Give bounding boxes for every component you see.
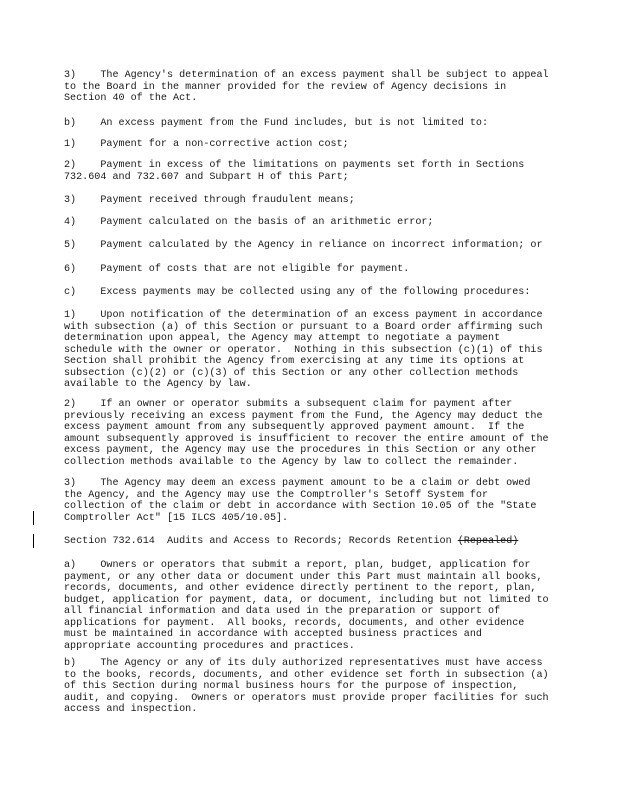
paragraph-b: b) An excess payment from the Fund includes, but is not limited to: — [64, 118, 489, 129]
paragraph-c: c) Excess payments may be collected using any of the following procedures: — [64, 287, 531, 298]
section-heading-struck: (Repealed) — [457, 536, 519, 547]
change-bar — [33, 511, 34, 525]
paragraph-b4: 4) Payment calculated on the basis of an arithmetic error; — [64, 217, 434, 228]
paragraph-c2: 2) If an owner or operator submits a subsequent claim for payment after previously receiving an excess payment from the Fund, the Agency may deduct the excess payment amount from any subsequently approved payment amount. If the amount subsequently approved is insufficient to recover the entire amount of the excess payment, the Agency may use the procedures in this Section or any other collection methods available to the Agency by law to collect the remainder. — [64, 399, 549, 468]
paragraph-732-614-b: b) The Agency or any of its duly authorized representatives must have access to the books, records, documents, and other evidence set forth in subsection (a) of this Section during normal business hours for the purpose of inspection, audit, and copying. Owners or operators must provide proper facilities for such access and inspection. — [64, 658, 549, 715]
section-heading — [64, 536, 558, 548]
paragraph-b5: 5) Payment calculated by the Agency in reliance on incorrect information; or — [64, 240, 543, 251]
paragraph-c3: 3) The Agency may deem an excess payment amount to be a claim or debt owed the Agency, and the Agency may use the Comptroller's Setoff System for collection of the claim or debt in accordance with Section 10.05 of the "State Comptroller Act" [15 ILCS 405/10.05]. — [64, 478, 537, 524]
paragraph-732-614-a: a) Owners or operators that submit a report, plan, budget, application for payment, or any other data or document under this Part must maintain all books, records, documents, and other evidence directly pertinent to the report, plan, budget, application for payment, data, or document, including but not limited to all financial information and data used in the preparation or support of applications for payment. All books, records, documents, and other evidence must be maintained in accordance with accepted business practices and appropriate accounting procedures and practices. — [64, 560, 549, 652]
change-bar — [33, 534, 34, 548]
paragraph-b2: 2) Payment in excess of the limitations on payments set forth in Sections 732.604 and 732.607 and Subpart H of this Part; — [64, 160, 525, 183]
paragraph-b3: 3) Payment received through fraudulent means; — [64, 195, 355, 206]
paragraph-a3: 3) The Agency's determination of an excess payment shall be subject to appeal to the Board in the manner provided for the review of Agency decisions in Section 40 of the Act. — [64, 70, 549, 104]
paragraph-b1: 1) Payment for a non-corrective action cost; — [64, 139, 349, 150]
paragraph-c1: 1) Upon notification of the determination of an excess payment in accordance with subsection (a) of this Section or pursuant to a Board order affirming such determination upon appeal, the Agency may attempt to negotiate a payment schedule with the owner or operator. Nothing in this subsection (c)(1) of this Section shall prohibit the Agency from exercising at any time its options at subsection (c)(2) or (c)(3) of this Section or any other collection methods available to the Agency by law. — [64, 310, 543, 390]
paragraph-b6: 6) Payment of costs that are not eligible for payment. — [64, 264, 410, 275]
section-heading-text: Section 732.614 Audits and Access to Records; Records Retention — [64, 536, 458, 547]
